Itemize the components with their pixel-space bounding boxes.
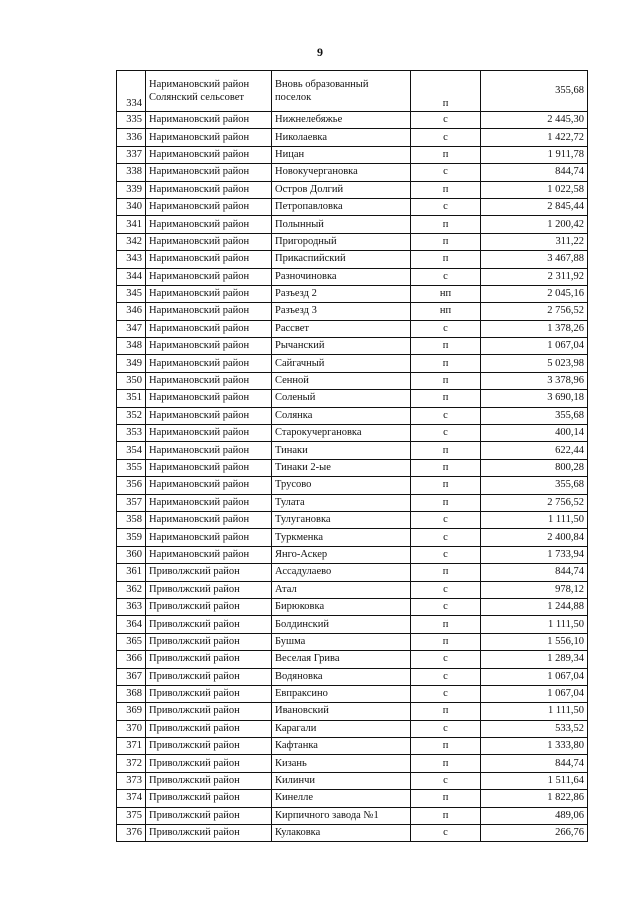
settlement-type: нп <box>411 303 481 320</box>
value-cell: 266,76 <box>481 825 588 842</box>
settlement-type: с <box>411 825 481 842</box>
table-row <box>117 720 588 737</box>
row-number: 376 <box>117 825 146 842</box>
row-number: 360 <box>117 546 146 563</box>
table-row <box>117 668 588 685</box>
settlement-name: Полынный <box>272 216 411 233</box>
settlement-name: Нижнелебяжье <box>272 112 411 129</box>
settlement-name: Пригородный <box>272 233 411 250</box>
district-cell: Наримановский район <box>146 511 272 528</box>
settlement-name: Вновь образованный <box>275 79 369 90</box>
row-number: 335 <box>117 112 146 129</box>
district-cell: Приволжский район <box>146 772 272 789</box>
district-cell: Наримановский район <box>146 285 272 302</box>
table-row <box>117 372 588 389</box>
district-cell: Наримановский район <box>146 459 272 476</box>
row-number: 367 <box>117 668 146 685</box>
table-row <box>117 598 588 615</box>
table-row <box>117 616 588 633</box>
row-number: 342 <box>117 233 146 250</box>
settlement-type: п <box>411 616 481 633</box>
settlement-name: Разъезд 3 <box>272 303 411 320</box>
table-row <box>117 546 588 563</box>
row-number: 347 <box>117 320 146 337</box>
settlement-type: п <box>411 71 481 112</box>
row-number: 336 <box>117 129 146 146</box>
settlement-type: с <box>411 529 481 546</box>
district-cell: Наримановский район <box>146 407 272 424</box>
value-cell: 400,14 <box>481 425 588 442</box>
settlement-name: Бирюковка <box>272 598 411 615</box>
value-cell: 844,74 <box>481 755 588 772</box>
settlement-name: Прикаспийский <box>272 251 411 268</box>
settlement-name: Сенной <box>272 372 411 389</box>
row-number: 354 <box>117 442 146 459</box>
settlement-name: Кирпичного завода №1 <box>272 807 411 824</box>
value-cell: 1 422,72 <box>481 129 588 146</box>
settlement-name: Тинаки 2-ые <box>272 459 411 476</box>
settlement-name: Тулата <box>272 494 411 511</box>
district-cell: Наримановский район <box>146 320 272 337</box>
table-row <box>117 112 588 129</box>
table-row <box>117 355 588 372</box>
value-cell: 978,12 <box>481 581 588 598</box>
row-number: 364 <box>117 616 146 633</box>
settlement-name: Кизань <box>272 755 411 772</box>
settlement-type: с <box>411 651 481 668</box>
row-number: 375 <box>117 807 146 824</box>
table-row <box>117 685 588 702</box>
settlement-type: с <box>411 164 481 181</box>
row-number: 350 <box>117 372 146 389</box>
settlement-type: п <box>411 372 481 389</box>
district-name: Наримановский район <box>149 79 250 90</box>
value-cell: 1 111,50 <box>481 511 588 528</box>
settlement-type: с <box>411 720 481 737</box>
table-row <box>117 251 588 268</box>
value-cell: 622,44 <box>481 442 588 459</box>
district-cell: Приволжский район <box>146 564 272 581</box>
value-cell: 1 911,78 <box>481 146 588 163</box>
settlement-name: Соленый <box>272 390 411 407</box>
district-cell: Наримановский район <box>146 529 272 546</box>
table-row <box>117 71 588 112</box>
table-row <box>117 459 588 476</box>
district-cell: Приволжский район <box>146 598 272 615</box>
settlement-name: Тинаки <box>272 442 411 459</box>
district-cell: Приволжский район <box>146 703 272 720</box>
settlement-type: с <box>411 668 481 685</box>
settlement-name: Ассадулаево <box>272 564 411 581</box>
district-cell: Наримановский район <box>146 251 272 268</box>
table-row <box>117 164 588 181</box>
row-number: 373 <box>117 772 146 789</box>
row-number: 368 <box>117 685 146 702</box>
settlement-type: п <box>411 442 481 459</box>
row-number: 362 <box>117 581 146 598</box>
settlement-name: Старокучергановка <box>272 425 411 442</box>
value-cell: 1 111,50 <box>481 616 588 633</box>
settlement-type: п <box>411 459 481 476</box>
settlement-type: п <box>411 755 481 772</box>
district-cell: Приволжский район <box>146 807 272 824</box>
settlement-type: с <box>411 425 481 442</box>
value-cell: 489,06 <box>481 807 588 824</box>
settlement-name: Новокучергановка <box>272 164 411 181</box>
table-row <box>117 790 588 807</box>
row-number: 356 <box>117 477 146 494</box>
district-cell: Приволжский район <box>146 633 272 650</box>
table-row <box>117 129 588 146</box>
row-number: 357 <box>117 494 146 511</box>
settlement-type: п <box>411 494 481 511</box>
table-row <box>117 181 588 198</box>
table-row <box>117 581 588 598</box>
table-row <box>117 320 588 337</box>
value-cell: 5 023,98 <box>481 355 588 372</box>
row-number: 344 <box>117 268 146 285</box>
settlement-type: с <box>411 772 481 789</box>
table-row <box>117 477 588 494</box>
table-row <box>117 407 588 424</box>
value-cell: 2 845,44 <box>481 198 588 215</box>
settlement-type: п <box>411 703 481 720</box>
settlement-type: с <box>411 268 481 285</box>
settlement-type: п <box>411 251 481 268</box>
value-cell: 1 333,80 <box>481 738 588 755</box>
table-row <box>117 755 588 772</box>
value-cell: 1 822,86 <box>481 790 588 807</box>
value-cell: 355,68 <box>481 477 588 494</box>
table-row <box>117 233 588 250</box>
value-cell: 3 467,88 <box>481 251 588 268</box>
table-row <box>117 216 588 233</box>
settlement-type: п <box>411 233 481 250</box>
settlement-type: с <box>411 129 481 146</box>
district-cell: Наримановский район <box>146 268 272 285</box>
settlement-name: Николаевка <box>272 129 411 146</box>
settlement-type: п <box>411 633 481 650</box>
district-cell: Наримановский район <box>146 355 272 372</box>
district-cell: Наримановский район <box>146 372 272 389</box>
settlement-type: п <box>411 216 481 233</box>
value-cell: 2 756,52 <box>481 303 588 320</box>
district-cell: Наримановский район <box>146 442 272 459</box>
row-number: 349 <box>117 355 146 372</box>
row-number: 339 <box>117 181 146 198</box>
district-cell: Приволжский район <box>146 668 272 685</box>
district-cell: Наримановский район <box>146 390 272 407</box>
district-cell: Приволжский район <box>146 790 272 807</box>
value-cell: 1 067,04 <box>481 338 588 355</box>
district-cell: Наримановский район <box>146 546 272 563</box>
value-cell: 1 022,58 <box>481 181 588 198</box>
table-row <box>117 511 588 528</box>
district-cell: Приволжский район <box>146 825 272 842</box>
value-cell: 844,74 <box>481 164 588 181</box>
settlement-name: Бушма <box>272 633 411 650</box>
settlement-type: п <box>411 790 481 807</box>
settlement-name: Ивановский <box>272 703 411 720</box>
settlement-name: Кинелле <box>272 790 411 807</box>
value-cell: 3 690,18 <box>481 390 588 407</box>
table-row <box>117 198 588 215</box>
row-number: 358 <box>117 511 146 528</box>
settlement-type: нп <box>411 285 481 302</box>
table-row <box>117 807 588 824</box>
settlements-table <box>116 70 588 842</box>
district-cell: Наримановский район <box>146 477 272 494</box>
value-cell: 1 067,04 <box>481 668 588 685</box>
row-number: 343 <box>117 251 146 268</box>
district-cell: Наримановский район <box>146 198 272 215</box>
settlement-type: п <box>411 807 481 824</box>
district-cell: Приволжский район <box>146 738 272 755</box>
settlement-name: Трусово <box>272 477 411 494</box>
settlement-name: Тулугановка <box>272 511 411 528</box>
value-cell: 3 378,96 <box>481 372 588 389</box>
row-number: 361 <box>117 564 146 581</box>
district-cell <box>146 71 272 112</box>
settlement-name: Болдинский <box>272 616 411 633</box>
table-row <box>117 633 588 650</box>
table-row <box>117 425 588 442</box>
district-cell: Приволжский район <box>146 616 272 633</box>
row-number: 334 <box>117 71 146 112</box>
row-number: 355 <box>117 459 146 476</box>
value-cell: 355,68 <box>481 71 588 112</box>
value-cell: 844,74 <box>481 564 588 581</box>
value-cell: 1 244,88 <box>481 598 588 615</box>
council-name: Солянский сельсовет <box>149 92 244 103</box>
settlement-name: Кулаковка <box>272 825 411 842</box>
district-cell: Наримановский район <box>146 494 272 511</box>
district-cell: Наримановский район <box>146 233 272 250</box>
settlement-name: Солянка <box>272 407 411 424</box>
table-body <box>117 71 588 842</box>
row-number: 369 <box>117 703 146 720</box>
page-number: 9 <box>317 45 323 59</box>
district-cell: Наримановский район <box>146 425 272 442</box>
value-cell: 1 511,64 <box>481 772 588 789</box>
district-cell: Наримановский район <box>146 129 272 146</box>
settlement-name: Остров Долгий <box>272 181 411 198</box>
table-row <box>117 390 588 407</box>
row-number: 348 <box>117 338 146 355</box>
table-row <box>117 146 588 163</box>
row-number: 371 <box>117 738 146 755</box>
row-number: 351 <box>117 390 146 407</box>
value-cell: 1 111,50 <box>481 703 588 720</box>
value-cell: 1 067,04 <box>481 685 588 702</box>
value-cell: 533,52 <box>481 720 588 737</box>
settlement-name: Туркменка <box>272 529 411 546</box>
row-number: 363 <box>117 598 146 615</box>
settlement-type: с <box>411 581 481 598</box>
value-cell: 2 400,84 <box>481 529 588 546</box>
settlement-type: с <box>411 320 481 337</box>
settlement-name-cont: поселок <box>275 92 312 103</box>
settlement-type: п <box>411 477 481 494</box>
table-row <box>117 268 588 285</box>
settlement-name: Сайгачный <box>272 355 411 372</box>
settlement-type: с <box>411 685 481 702</box>
district-cell: Наримановский район <box>146 338 272 355</box>
value-cell: 311,22 <box>481 233 588 250</box>
value-cell: 2 045,16 <box>481 285 588 302</box>
row-number: 366 <box>117 651 146 668</box>
district-cell: Наримановский район <box>146 164 272 181</box>
district-cell: Наримановский район <box>146 112 272 129</box>
settlement-name: Разъезд 2 <box>272 285 411 302</box>
table-row <box>117 651 588 668</box>
table-row <box>117 529 588 546</box>
value-cell: 1 733,94 <box>481 546 588 563</box>
settlement-cell <box>272 71 411 112</box>
table-row <box>117 564 588 581</box>
row-number: 338 <box>117 164 146 181</box>
district-cell: Приволжский район <box>146 755 272 772</box>
district-cell: Наримановский район <box>146 146 272 163</box>
settlement-type: п <box>411 390 481 407</box>
district-cell: Наримановский район <box>146 303 272 320</box>
row-number: 341 <box>117 216 146 233</box>
table-row <box>117 772 588 789</box>
settlement-name: Рычанский <box>272 338 411 355</box>
settlement-type: п <box>411 338 481 355</box>
settlement-name: Разночиновка <box>272 268 411 285</box>
settlement-name: Ницан <box>272 146 411 163</box>
settlement-type: с <box>411 407 481 424</box>
district-cell: Наримановский район <box>146 181 272 198</box>
row-number: 352 <box>117 407 146 424</box>
row-number: 340 <box>117 198 146 215</box>
value-cell: 2 756,52 <box>481 494 588 511</box>
settlement-name: Карагали <box>272 720 411 737</box>
settlement-type: п <box>411 355 481 372</box>
settlement-name: Веселая Грива <box>272 651 411 668</box>
table-row <box>117 825 588 842</box>
row-number: 374 <box>117 790 146 807</box>
value-cell: 2 311,92 <box>481 268 588 285</box>
value-cell: 355,68 <box>481 407 588 424</box>
row-number: 359 <box>117 529 146 546</box>
table-row <box>117 494 588 511</box>
settlement-name: Петропавловка <box>272 198 411 215</box>
row-number: 370 <box>117 720 146 737</box>
table-row <box>117 303 588 320</box>
settlement-name: Евпраксино <box>272 685 411 702</box>
settlement-name: Кафтанка <box>272 738 411 755</box>
settlement-type: п <box>411 564 481 581</box>
settlement-type: п <box>411 181 481 198</box>
table-row <box>117 338 588 355</box>
value-cell: 1 378,26 <box>481 320 588 337</box>
table-row <box>117 703 588 720</box>
settlement-type: с <box>411 198 481 215</box>
row-number: 345 <box>117 285 146 302</box>
district-cell: Приволжский район <box>146 651 272 668</box>
settlement-type: п <box>411 738 481 755</box>
settlement-type: с <box>411 112 481 129</box>
settlement-type: с <box>411 598 481 615</box>
value-cell: 800,28 <box>481 459 588 476</box>
table-row <box>117 442 588 459</box>
row-number: 372 <box>117 755 146 772</box>
settlement-name: Водяновка <box>272 668 411 685</box>
table-row <box>117 285 588 302</box>
district-cell: Наримановский район <box>146 216 272 233</box>
district-cell: Приволжский район <box>146 720 272 737</box>
settlement-type: с <box>411 546 481 563</box>
settlement-name: Килинчи <box>272 772 411 789</box>
row-number: 337 <box>117 146 146 163</box>
value-cell: 1 200,42 <box>481 216 588 233</box>
row-number: 365 <box>117 633 146 650</box>
row-number: 346 <box>117 303 146 320</box>
settlement-name: Рассвет <box>272 320 411 337</box>
settlement-type: п <box>411 146 481 163</box>
value-cell: 1 289,34 <box>481 651 588 668</box>
settlement-type: с <box>411 511 481 528</box>
table-row <box>117 738 588 755</box>
settlement-name: Атал <box>272 581 411 598</box>
row-number: 353 <box>117 425 146 442</box>
district-cell: Приволжский район <box>146 685 272 702</box>
district-cell: Приволжский район <box>146 581 272 598</box>
settlement-name: Янго-Аскер <box>272 546 411 563</box>
value-cell: 2 445,30 <box>481 112 588 129</box>
value-cell: 1 556,10 <box>481 633 588 650</box>
